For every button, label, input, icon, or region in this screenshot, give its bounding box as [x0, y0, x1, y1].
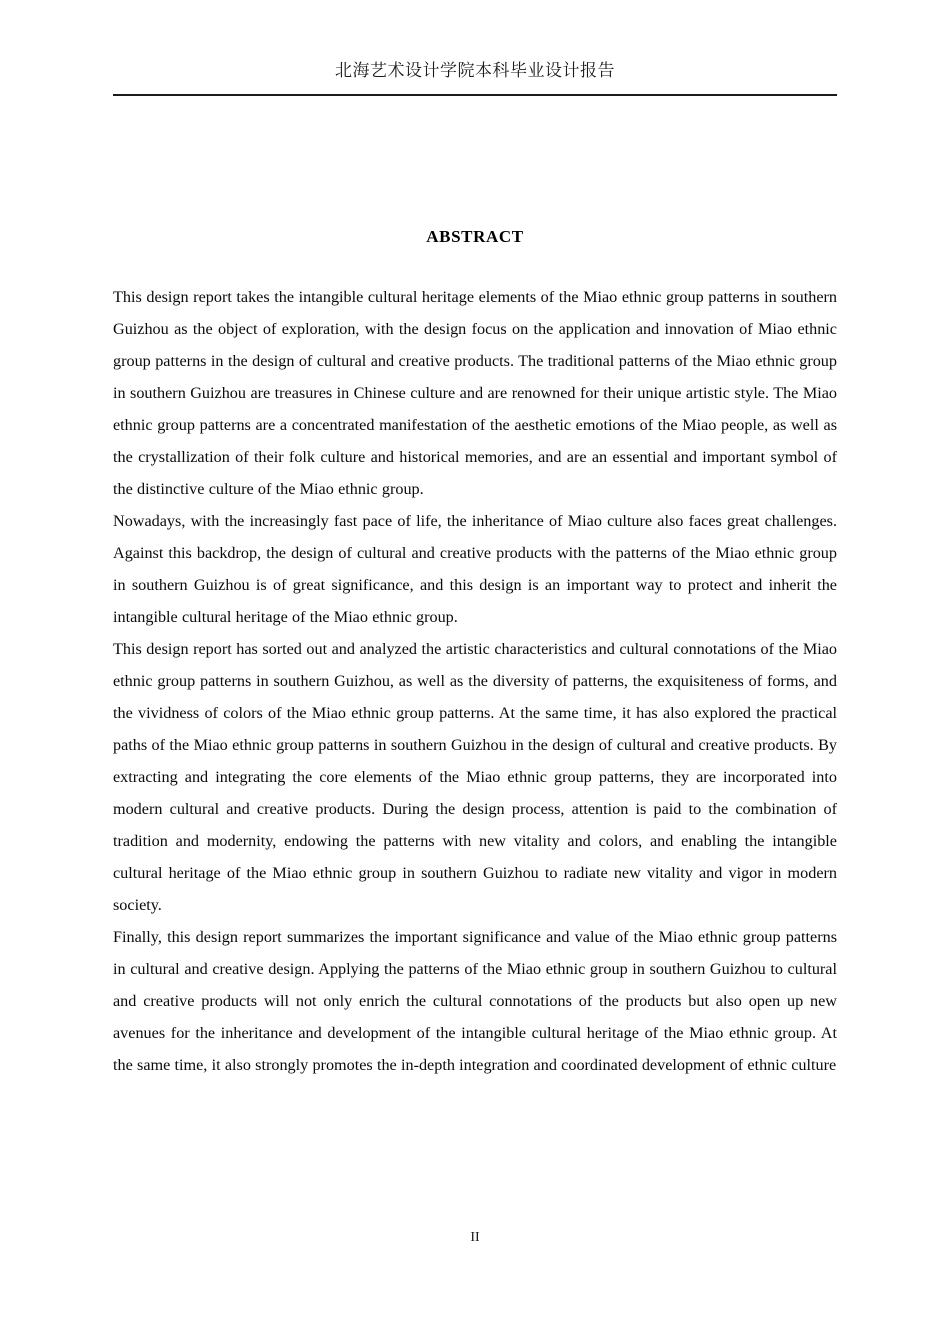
section-title-abstract: ABSTRACT [426, 227, 524, 246]
abstract-body [113, 281, 837, 1081]
page-footer [113, 1228, 837, 1248]
abstract-paragraph-3: This design report has sorted out and analyzed the artistic characteristics and cultural connotations of the Miao ethnic group patterns in southern Guizhou, as well as the diversity of patterns, the exquisiteness of forms, and the vividness of colors of the Miao ethnic group patterns. At the same time, it has also explored the practical paths of the Miao ethnic group patterns in southern Guizhou in the design of cultural and creative products. By extracting and integrating the core elements of the Miao ethnic group patterns, they are incorporated into modern cultural and creative products. During the design process, attention is paid to the combination of tradition and modernity, endowing the patterns with new vitality and colors, and enabling the intangible cultural heritage of the Miao ethnic group in southern Guizhou to radiate new vitality and vigor in modern society. [113, 640, 837, 914]
running-header-title: 北海艺术设计学院本科毕业设计报告 [335, 61, 615, 80]
abstract-paragraph-2: Nowadays, with the increasingly fast pace of life, the inheritance of Miao culture also faces great challenges. Against this backdrop, the design of cultural and creative products with the patterns of the Miao ethnic group in southern Guizhou is of great significance, and this design is an important way to protect and inherit the intangible cultural heritage of the Miao ethnic group. [113, 512, 837, 626]
abstract-paragraph-4: Finally, this design report summarizes the important significance and value of the Miao ethnic group patterns in cultural and creative design. Applying the patterns of the Miao ethnic group in southern Guizhou to cultural and creative products will not only enrich the cultural connotations of the products but also open up new avenues for the inheritance and development of the intangible cultural heritage of the Miao ethnic group. At the same time, it also strongly promotes the in-depth integration and coordinated development of ethnic culture [113, 928, 837, 1074]
header-divider-rule [113, 94, 837, 96]
page-number: II [470, 1230, 480, 1245]
abstract-paragraph-1: This design report takes the intangible cultural heritage elements of the Miao ethnic group patterns in southern Guizhou as the object of exploration, with the design focus on the application and innovation of Miao ethnic group patterns in the design of cultural and creative products. The traditional patterns of the Miao ethnic group in southern Guizhou are treasures in Chinese culture and are renowned for their unique artistic style. The Miao ethnic group patterns are a concentrated manifestation of the aesthetic emotions of the Miao people, as well as the crystallization of their folk culture and historical memories, and are an essential and important symbol of the distinctive culture of the Miao ethnic group. [113, 288, 837, 498]
running-header [113, 58, 837, 84]
